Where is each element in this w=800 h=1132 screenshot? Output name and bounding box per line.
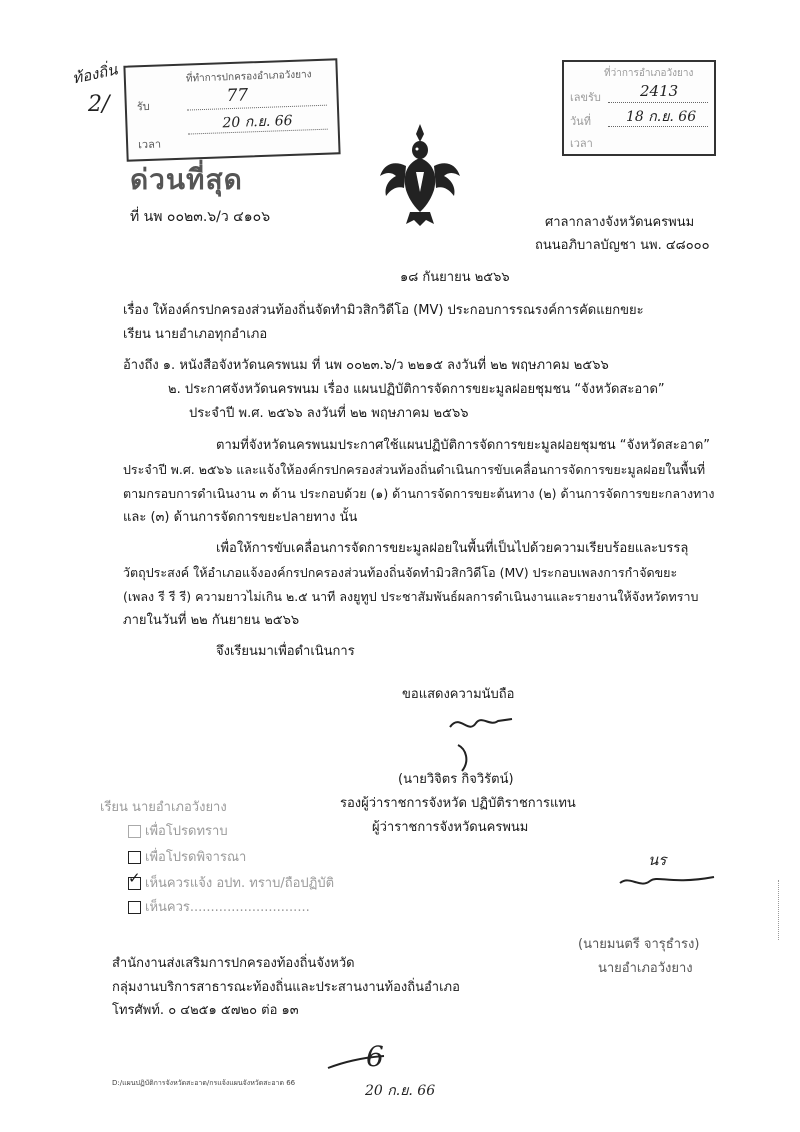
paragraph1-line2: ประจำปี พ.ศ. ๒๕๖๖ และแจ้งให้องค์กรปกครองส่วนท้องถิ่นดำเนินการขับเคลื่อนการจัดการขยะมูลฝอยในพื้นที่ [123,462,706,477]
garuda-emblem-icon [376,120,464,228]
routing-option-1-label: เพื่อโปรดทราบ [145,824,228,839]
regards: ขอแสดงความนับถือ [402,687,515,702]
stamp-left-date-value: 20 ก.ย. 66 [222,112,293,132]
subject: เรื่อง ให้องค์กรปกครองส่วนท้องถิ่นจัดทำมิวสิกวิดีโอ (MV) ประกอบการรณรงค์การคัดแยกขยะ [123,303,644,318]
handwritten-stroke-icon [326,1052,386,1072]
office-line1: ศาลากลางจังหวัดนครพนม [545,215,695,230]
routing-option-3-label: เห็นควรแจ้ง อปท. ทราบ/ถือปฏิบัติ [145,876,335,891]
footer-office-line1: สำนักงานส่งเสริมการปกครองท้องถิ่นจังหวัด [112,956,355,971]
paragraph2-line3: (เพลง รี รี รี) ความยาวไม่เกิน ๒.๕ นาที ลงยูทูป ประชาสัมพันธ์ผลการดำเนินงานและรายงานให้จังหวัดทราบ [123,589,699,604]
footer-office-line3: โทรศัพท์. ๐ ๔๒๕๑ ๕๗๒๐ ต่อ ๑๓ [112,1003,299,1018]
handwritten-bottom-date: 20 ก.ย. 66 [365,1083,436,1099]
routing-option-2 [128,850,246,867]
routing-option-4 [128,900,310,917]
routing-option-3 [128,869,335,893]
stamp-right-time-label: เวลา [570,137,593,150]
stamp-right-divider2 [608,126,708,127]
stamp-left-line1: ที่ทำการปกครองอำเภอวังยาง [185,69,312,85]
signature-mark-icon [440,705,530,775]
stamp-left-recv-value: 77 [226,85,249,107]
document-date: ๑๘ กันยายน ๒๕๖๖ [400,270,510,285]
handwritten-number: 2/ [88,92,110,117]
receiving-stamp-left [123,58,340,161]
signer-position1: รองผู้ว่าราชการจังหวัด ปฏิบัติราชการแทน [340,796,576,811]
stamp-left-label-time: เวลา [137,137,162,152]
footer-office-line2: กลุ่มงานบริการสาธารณะท้องถิ่นและประสานงานท้องถิ่นอำเภอ [112,980,460,995]
stamp-right-divider1 [608,102,708,103]
routing-option-2-label: เพื่อโปรดพิจารณา [145,850,247,865]
district-chief-name: (นายมนตรี จารุธำรง) [578,937,700,952]
paragraph1-line1: ตามที่จังหวัดนครพนมประกาศใช้แผนปฏิบัติการจัดการขยะมูลฝอยชุมชน “จังหวัดสะอาด” [216,438,710,453]
routing-option-1 [128,824,228,841]
closing-line: จึงเรียนมาเพื่อดำเนินการ [216,644,355,659]
paragraph2-line2: วัตถุประสงค์ ให้อำเภอแจ้งองค์กรปกครองส่วนท้องถิ่นจัดทำมิวสิกวิดีโอ (MV) ประกอบเพลงการกำจัดขยะ [123,565,678,580]
district-initials: นร [648,851,667,869]
routing-option-4-label: เห็นควร............................. [145,900,310,915]
stamp-right-title: ที่ว่าการอำเภอวังยาง [604,68,694,79]
page-edge-mark [778,880,780,940]
file-path: D:/แผนปฏิบัติการจังหวัดสะอาด/กรแจ้งแผนจังหวัดสะอาด 66 [112,1079,296,1087]
document-number: ที่ นพ ๐๐๒๓.๖/ว ๔๑๐๖ [130,209,271,225]
checkbox-2 [128,851,141,864]
stamp-left-divider1 [187,105,327,111]
paragraph2-line4: ภายในวันที่ ๒๒ กันยายน ๒๕๖๖ [123,613,300,628]
reference-2: ๒. ประกาศจังหวัดนครพนม เรื่อง แผนปฏิบัติการจัดการขยะมูลฝอยชุมชน “จังหวัดสะอาด” [168,382,665,397]
routing-header: เรียน นายอำเภอวังยาง [100,800,227,815]
stamp-right-date-value: 18 ก.ย. 66 [626,109,697,125]
stamp-right-recv-label: เลขรับ [570,91,601,104]
handwritten-page-number: 6 [366,1040,384,1073]
reference-1: อ้างถึง ๑. หนังสือจังหวัดนครพนม ที่ นพ ๐๐๒๓.๖/ว ๒๒๑๕ ลงวันที่ ๒๒ พฤษภาคม ๒๕๖๖ [123,358,609,373]
checkbox-1 [128,825,141,838]
signer-name: (นายวิจิตร กิจวิรัตน์) [398,772,514,787]
stamp-right-recv-value: 2413 [640,82,679,100]
signer-position2: ผู้ว่าราชการจังหวัดนครพนม [372,820,529,835]
stamp-right-date-label: วันที่ [570,115,591,128]
paragraph1-line4: และ (๓) ด้านการจัดการขยะปลายทาง นั้น [123,510,358,525]
checkbox-4 [128,901,141,914]
office-line2: ถนนอภิบาลบัญชา นพ. ๔๘๐๐๐ [535,238,710,253]
paragraph2-line1: เพื่อให้การขับเคลื่อนการจัดการขยะมูลฝอยในพื้นที่เป็นไปด้วยความเรียบร้อยและบรรลุ [216,541,689,556]
stamp-left-label-recv: รับ [136,99,150,114]
urgency-label: ด่วนที่สุด [130,163,243,196]
receiving-stamp-right [562,60,716,156]
recipient: เรียน นายอำเภอทุกอำเภอ [123,327,268,342]
checkbox-3-checked: ✓ [128,877,141,890]
reference-2-cont: ประจำปี พ.ศ. ๒๕๖๖ ลงวันที่ ๒๒ พฤษภาคม ๒๕๖๖ [189,406,469,421]
paragraph1-line3: ตามกรอบการดำเนินงาน ๓ ด้าน ประกอบด้วย (๑) ด้านการจัดการขยะต้นทาง (๒) ด้านการจัดการขยะกลางทาง [123,486,715,501]
district-chief-position: นายอำเภอวังยาง [598,961,693,976]
handwritten-note-top: ท้องถิ่น [70,60,119,88]
